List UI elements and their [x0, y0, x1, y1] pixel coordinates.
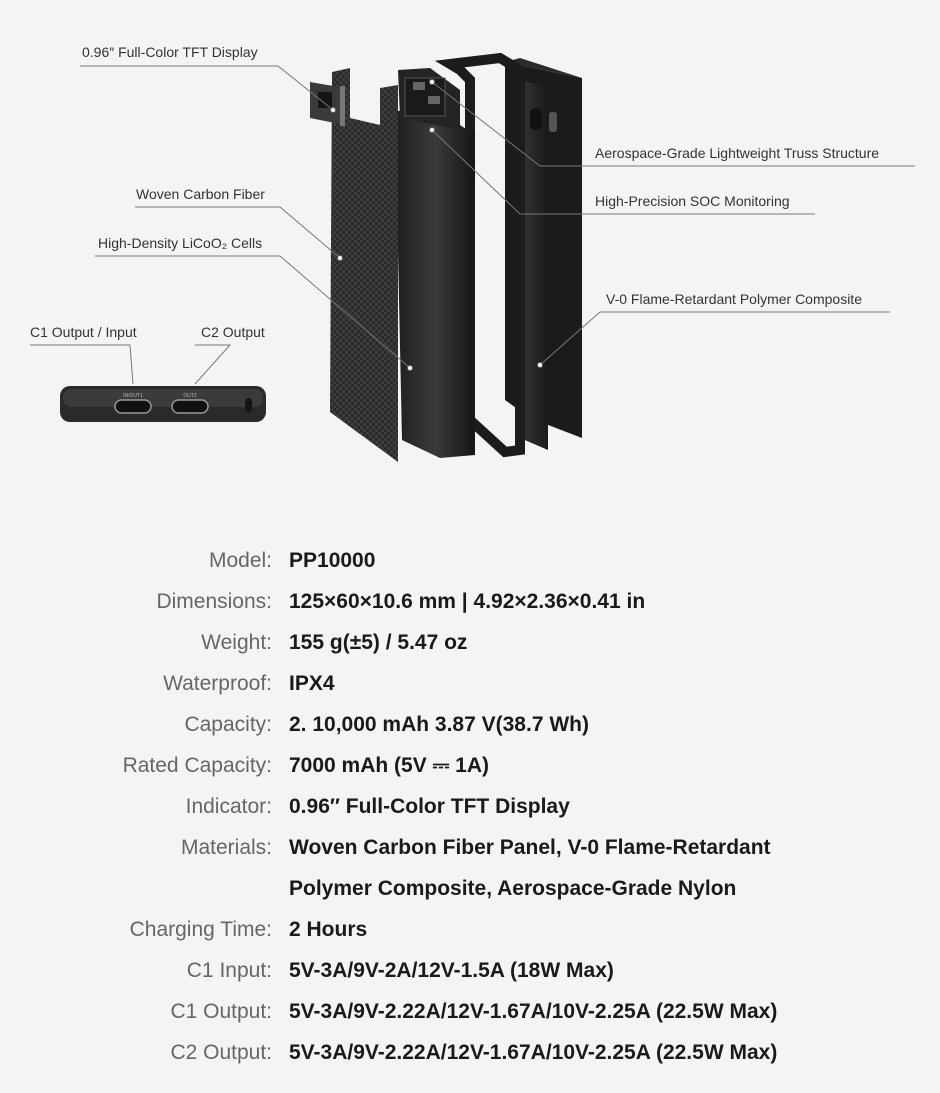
spec-value: 7000 mAh (5V ⎓ 1A): [289, 754, 489, 777]
carbon-fiber-panel: [330, 68, 398, 462]
spec-row-waterproof: [0, 663, 940, 704]
spec-row-c1-output: [0, 991, 940, 1032]
spec-value: 155 g(±5) / 5.47 oz: [289, 631, 468, 654]
battery-cells: [395, 68, 475, 458]
spec-value: PP10000: [289, 549, 376, 572]
spec-row-indicator: [0, 786, 940, 827]
spec-label: Rated Capacity:: [122, 754, 272, 777]
spec-row-weight: [0, 622, 940, 663]
callout-truss-structure: Aerospace-Grade Lightweight Truss Structure: [595, 145, 880, 161]
spec-label: C1 Output:: [170, 1000, 272, 1023]
spec-label: Waterproof:: [163, 672, 272, 695]
spec-row-charging-time: [0, 909, 940, 950]
spec-row-c2-output: [0, 1032, 940, 1073]
callout-soc-monitoring: High-Precision SOC Monitoring: [595, 193, 790, 209]
callout-c1-port: C1 Output / Input: [30, 324, 137, 340]
spec-row-materials: [0, 827, 940, 868]
spec-value: 2 Hours: [289, 918, 368, 941]
spec-value: 5V-3A/9V-2.22A/12V-1.67A/10V-2.25A (22.5W Max): [289, 1000, 778, 1023]
callout-tft-display: 0.96″ Full-Color TFT Display: [82, 44, 258, 60]
spec-row-capacity: [0, 704, 940, 745]
spec-label: C2 Output:: [170, 1041, 272, 1064]
spec-label: Capacity:: [184, 713, 272, 736]
callout-c2-port: C2 Output: [201, 324, 265, 340]
callout-carbon-fiber: Woven Carbon Fiber: [136, 186, 265, 202]
callout-licoo2-cells: High-Density LiCoO₂ Cells: [98, 235, 263, 251]
c1-port-text: IN/OUT1: [123, 393, 143, 399]
spec-value: IPX4: [289, 672, 335, 695]
spec-label: Weight:: [201, 631, 272, 654]
spec-value: 0.96″ Full-Color TFT Display: [289, 795, 570, 818]
spec-label: Model:: [208, 549, 272, 572]
spec-label: Materials:: [180, 836, 272, 859]
c2-port-text: OUT2: [183, 393, 197, 399]
spec-value: Polymer Composite, Aerospace-Grade Nylon: [289, 877, 737, 900]
bottom-port-view: [60, 386, 266, 422]
callout-v0-polymer: V-0 Flame-Retardant Polymer Composite: [606, 291, 862, 307]
spec-value: 5V-3A/9V-2.22A/12V-1.67A/10V-2.25A (22.5W Max): [289, 1041, 778, 1064]
spec-value: 5V-3A/9V-2A/12V-1.5A (18W Max): [289, 959, 614, 982]
spec-value: 125×60×10.6 mm | 4.92×2.36×0.41 in: [289, 590, 646, 613]
spec-row-dimensions: [0, 581, 940, 622]
spec-label: C1 Input:: [186, 959, 272, 982]
spec-row-rated-capacity: [0, 745, 940, 786]
spec-row-c1-input: [0, 950, 940, 991]
spec-label: Charging Time:: [129, 918, 272, 941]
spec-label: Dimensions:: [156, 590, 272, 613]
spec-row-model: [0, 540, 940, 581]
spec-label: Indicator:: [185, 795, 272, 818]
spec-value: Woven Carbon Fiber Panel, V-0 Flame-Retardant: [289, 836, 771, 859]
spec-value: 2. 10,000 mAh 3.87 V(38.7 Wh): [289, 713, 589, 736]
spec-row-materials-cont: [0, 868, 940, 909]
tft-display-chip: [310, 82, 345, 126]
